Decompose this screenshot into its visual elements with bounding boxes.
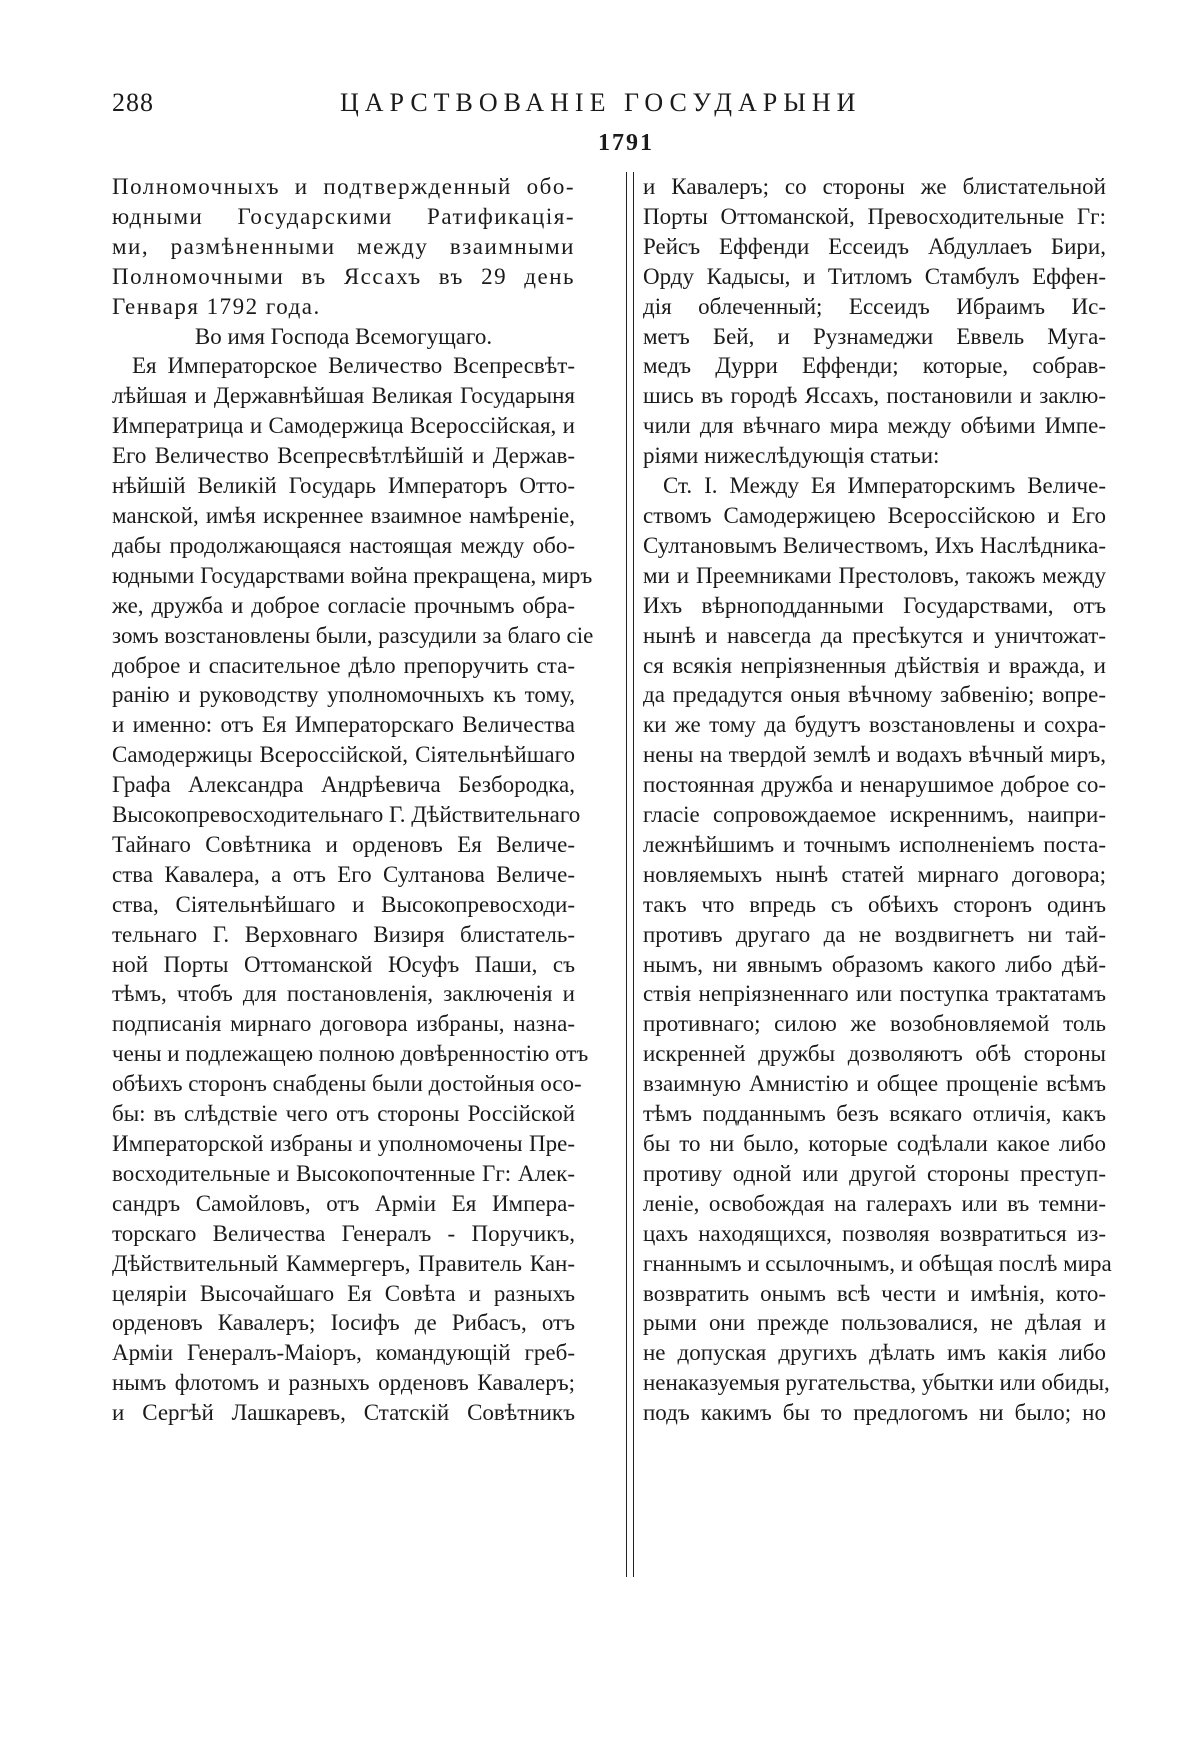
text-line: Тайнаго Совѣтника и орденовъ Ея Величе-	[112, 831, 575, 857]
text-line: да предадутся оныя вѣчному забвенію; вопре-	[643, 682, 1106, 708]
text-line: не допуская другихъ дѣлать имъ какія либо	[643, 1340, 1106, 1366]
text-line: Ихъ вѣрноподданными Государствами, отъ	[643, 592, 1106, 618]
text-line: подписанія мирнаго договора избраны, назна-	[112, 1011, 575, 1037]
text-line: цахъ находящихся, позволяя возвратиться из-	[643, 1220, 1106, 1246]
text-line: манской, имѣя искреннее взаимное намѣреніе,	[112, 502, 575, 528]
text-line: Высокопревосходительнаго Г. Дѣйствительнаго	[112, 802, 581, 828]
text-line: возвратить онымъ всѣ чести и имѣнія, кото-	[643, 1280, 1106, 1306]
text-line: и Сергѣй Лашкаревъ, Статскій Совѣтникъ	[112, 1400, 575, 1426]
text-line: нынѣ и навсегда да пресѣкутся и уничтожат-	[643, 622, 1106, 648]
text-line: взаимную Амнистію и общее прощеніе всѣмъ	[643, 1071, 1106, 1097]
text-line: Полномочными въ Яссахъ въ 29 день	[112, 263, 575, 289]
text-line: дія облеченный; Ессеидъ Ибраимъ Ис-	[643, 293, 1106, 319]
text-line: ствомъ Самодержицею Всероссійскою и Его	[643, 502, 1106, 528]
text-line: искренней дружбы дозволяютъ обѣ стороны	[643, 1041, 1106, 1067]
text-line: сандръ Самойловъ, отъ Арміи Ея Импера-	[112, 1190, 575, 1216]
text-line: ной Порты Оттоманской Юсуфъ Паши, съ	[112, 951, 575, 977]
text-line: такъ что впредь съ обѣихъ сторонъ одинъ	[643, 891, 1106, 917]
text-line: доброе и спасительное дѣло препоручить ста-	[112, 652, 575, 678]
text-line: Султановымъ Величествомъ, Ихъ Наслѣдника-	[643, 532, 1106, 558]
text-line: гласіе сопровождаемое искреннимъ, наипри-	[643, 802, 1106, 828]
text-line: целяріи Высочайшаго Ея Совѣта и разныхъ	[112, 1280, 575, 1306]
text-line: противнаго; силою же возобновляемой толь	[643, 1011, 1106, 1037]
text-line: нымъ флотомъ и разныхъ орденовъ Кавалеръ;	[112, 1370, 575, 1396]
text-line: юдными Государствами война прекращена, миръ	[112, 562, 593, 588]
text-line: Во имя Господа Всемогущаго.	[194, 323, 493, 349]
text-line: ся всякія непріязненныя дѣйствія и вражда, и	[643, 652, 1106, 678]
text-line: тельнаго Г. Верховнаго Визиря блистатель-	[112, 921, 575, 947]
running-head: ЦАРСТВОВАНІЕ ГОСУДАРЫНИ	[340, 88, 862, 117]
text-line: бы: въ слѣдствіе чего отъ стороны Россійской	[112, 1101, 575, 1127]
text-line: ранію и руководству уполномочныхъ къ тому,	[112, 682, 575, 708]
text-line: Арміи Генералъ-Маіоръ, командующій греб-	[112, 1340, 575, 1366]
text-line: ства, Сіятельнѣйшаго и Высокопревосходи-	[112, 891, 575, 917]
text-line: ненаказуемыя ругательства, убытки или обиды,	[643, 1370, 1110, 1396]
text-line: леніе, освобождая на галерахъ или въ темни-	[643, 1190, 1106, 1216]
text-line: Орду Кадысы, и Титломъ Стамбулъ Еффен-	[643, 263, 1106, 289]
text-line: дабы продолжающаяся настоящая между обо-	[112, 532, 575, 558]
text-line: противъ другаго да не воздвигнетъ ни тай-	[643, 921, 1106, 947]
text-line: тѣмъ, чтобъ для постановленія, заключенія и	[112, 981, 575, 1007]
text-line: Императорской избраны и уполномочены Пре-	[112, 1131, 575, 1156]
text-line: обѣихъ сторонъ снабдены были достойныя осо-	[112, 1071, 582, 1097]
text-line: Порты Оттоманской, Превосходительные Гг:	[643, 203, 1106, 229]
text-line: Его Величество Всепресвѣтлѣйшій и Держав-	[112, 443, 575, 469]
text-line: шись въ городѣ Яссахъ, постановили и заклю-	[643, 383, 1106, 409]
text-line: Императрица и Самодержица Всероссійская, и	[112, 413, 575, 439]
text-line: чены и подлежащею полною довѣренностію отъ	[112, 1041, 589, 1067]
text-line: ки же тому да будутъ возстановлены и сохра-	[643, 712, 1106, 738]
column-divider	[626, 172, 634, 1577]
left-column	[112, 172, 594, 1428]
text-line: Рейсъ Еффенди Ессеидъ Абдуллаеъ Бири,	[643, 233, 1106, 259]
text-line: нены на твердой землѣ и водахъ вѣчный миръ,	[643, 742, 1106, 768]
text-line: подъ какимъ бы то предлогомъ ни было; но	[643, 1400, 1106, 1426]
text-line: лѣйшая и Державнѣйшая Великая Государыня	[112, 383, 575, 409]
text-line: Графа Александра Андрѣевича Безбородка,	[112, 772, 575, 798]
year-heading: 1791	[598, 130, 654, 156]
text-line: и именно: отъ Ея Императорскаго Величества	[112, 712, 575, 738]
text-line: нѣйшій Великій Государь Императоръ Отто-	[112, 473, 575, 499]
text-line: тѣмъ подданнымъ безъ всякаго отличія, какъ	[643, 1101, 1106, 1127]
text-line: метъ Бей, и Рузнамеджи Еввель Муга-	[643, 323, 1106, 349]
text-line: Ст. I. Между Ея Императорскимъ Величе-	[663, 473, 1106, 499]
text-line: Полномочныхъ и подтвержденный обо-	[112, 174, 575, 199]
text-line: Ея Императорское Величество Всепресвѣт-	[132, 353, 575, 379]
text-line: Дѣйствительный Каммергеръ, Правитель Кан-	[112, 1250, 575, 1276]
text-line: зомъ возстановлены были, разсудили за благо сіе	[112, 622, 594, 648]
text-line: ми, размѣненными между взаимными	[112, 233, 575, 259]
text-line: ствія непріязненнаго или поступка трактатамъ	[643, 981, 1106, 1007]
text-line: ства Кавалера, а отъ Его Султанова Величе-	[112, 861, 575, 887]
text-line: торскаго Величества Генералъ - Поручикъ,	[112, 1220, 575, 1246]
text-line: рыми они прежде пользовалися, не дѣлая и	[643, 1310, 1106, 1336]
text-line: медъ Дурри Еффенди; которые, собрав-	[643, 353, 1106, 379]
text-line: же, дружба и доброе согласіе прочнымъ обра-	[112, 592, 575, 618]
text-line: орденовъ Кавалеръ; Іосифъ де Рибасъ, отъ	[112, 1310, 575, 1336]
text-line: постоянная дружба и ненарушимое доброе со-	[643, 772, 1106, 798]
text-line: Генваря 1792 года.	[112, 293, 321, 319]
text-line: бы то ни было, которые содѣлали какое либо	[643, 1131, 1106, 1156]
page-number: 288	[112, 88, 154, 117]
text-line: противу одной или другой стороны преступ-	[643, 1160, 1106, 1186]
text-line: юдными Государскими Ратификація-	[112, 203, 575, 229]
text-line: гнаннымъ и ссылочнымъ, и обѣщая послѣ мира	[643, 1250, 1112, 1276]
text-line: чили для вѣчнаго мира между обѣими Импе-	[643, 413, 1106, 439]
right-column	[643, 172, 1112, 1428]
text-line: лежнѣйшимъ и точнымъ исполненіемъ поста-	[643, 831, 1106, 857]
text-line: ми и Преемниками Престоловъ, такожъ между	[643, 562, 1106, 588]
text-line: Самодержицы Всероссійской, Сіятельнѣйшаго	[112, 742, 575, 768]
text-line: восходительные и Высокопочтенные Гг: Алек-	[112, 1160, 575, 1186]
text-line: нымъ, ни явнымъ образомъ какого либо дѣй-	[643, 951, 1106, 977]
text-line: и Кавалеръ; со стороны же блистательной	[643, 174, 1106, 199]
text-line: ріями нижеслѣдующія статьи:	[643, 443, 940, 469]
text-line: новляемыхъ нынѣ статей мирнаго договора;	[643, 861, 1106, 887]
